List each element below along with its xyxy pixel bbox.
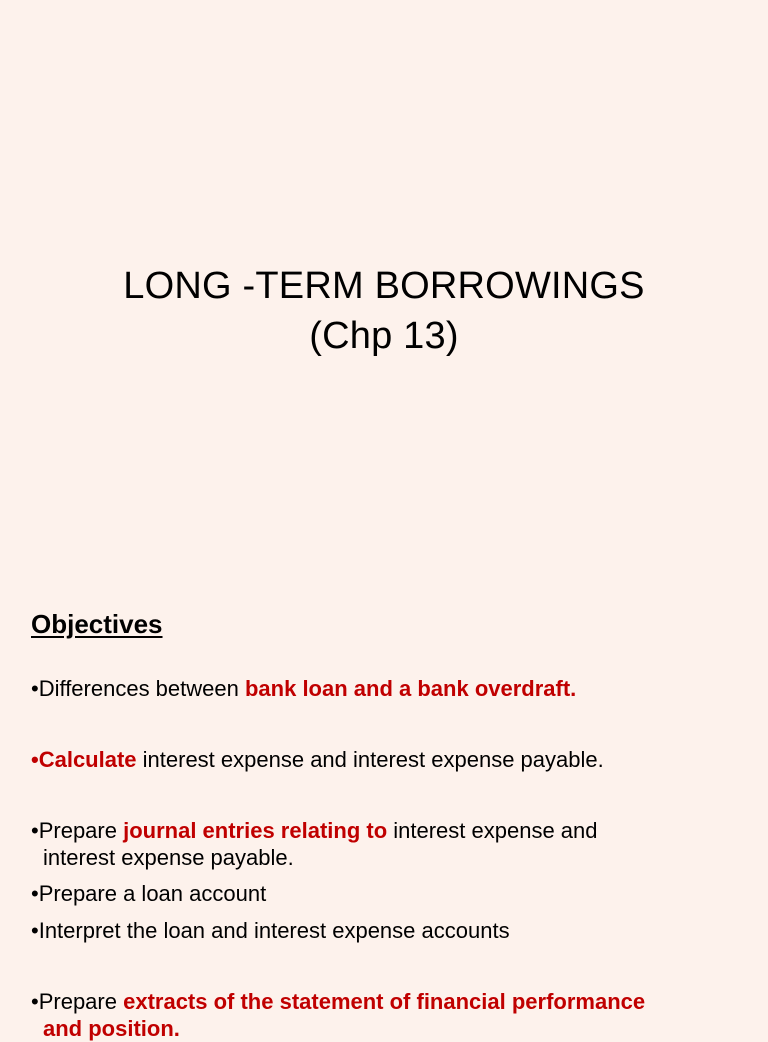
bullet-marker: • bbox=[31, 818, 39, 843]
objective-bullet-4 bbox=[31, 880, 266, 907]
objective-bullet-3 bbox=[31, 817, 598, 871]
objective-bullet-6 bbox=[31, 988, 645, 1042]
bullet-text: Interpret the loan and interest expense accounts bbox=[38, 918, 510, 943]
slide-title bbox=[0, 261, 768, 361]
objective-bullet-5 bbox=[31, 917, 510, 944]
bullet-text-2: interest expense and bbox=[387, 818, 598, 843]
slide-title-line-2: (Chp 13) bbox=[309, 315, 459, 358]
bullet-text: Differences between bbox=[38, 676, 245, 701]
bullet-marker: • bbox=[31, 747, 39, 772]
bullet-continuation: interest expense payable. bbox=[43, 845, 294, 870]
bullet-text: Prepare bbox=[38, 989, 124, 1014]
bullet-marker: • bbox=[31, 881, 39, 906]
bullet-continuation: and position. bbox=[43, 1016, 180, 1041]
bullet-marker: • bbox=[31, 676, 39, 701]
bullet-text: interest expense and interest expense payable. bbox=[136, 747, 604, 772]
objectives-slide bbox=[0, 576, 768, 1041]
bullet-text: Prepare bbox=[38, 818, 124, 843]
bullet-text: Prepare a loan account bbox=[38, 881, 267, 906]
bullet-highlight: extracts of the statement of financial performance bbox=[123, 989, 646, 1014]
bullet-highlight: bank loan and a bank overdraft. bbox=[244, 676, 577, 701]
slide-title-line-1: LONG -TERM BORROWINGS bbox=[123, 265, 645, 308]
bullet-marker: • bbox=[31, 918, 39, 943]
objectives-heading: Objectives bbox=[31, 609, 163, 639]
objective-bullet-2 bbox=[31, 746, 604, 773]
bullet-highlight: journal entries relating to bbox=[123, 818, 388, 843]
bullet-marker: • bbox=[31, 989, 39, 1014]
objective-bullet-1 bbox=[31, 675, 576, 702]
bullet-highlight: Calculate bbox=[38, 747, 137, 772]
